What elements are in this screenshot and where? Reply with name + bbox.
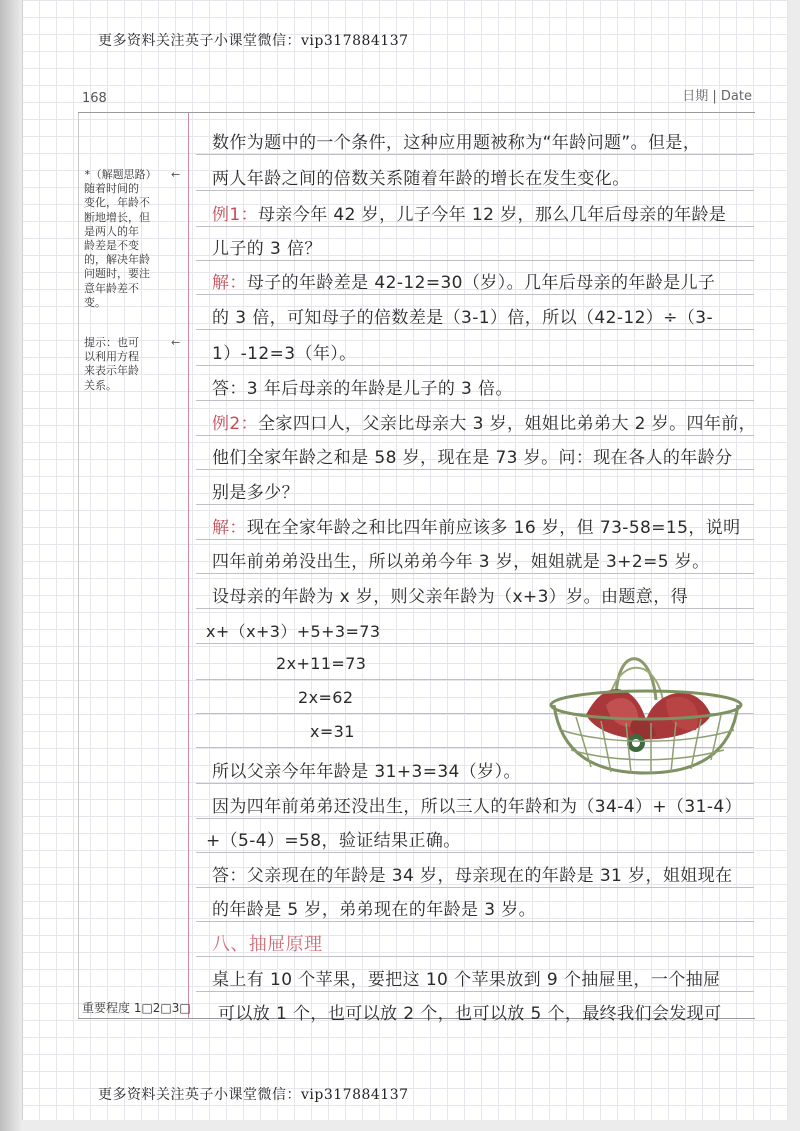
text-line: 的年龄是 5 岁，弟弟现在的年龄是 3 岁。: [212, 900, 537, 920]
side-note-solution-idea: [84, 168, 184, 310]
basket-illustration: [546, 645, 746, 780]
note-line: 龄差是不变: [84, 239, 139, 253]
text-line: 儿子的 3 倍？: [212, 239, 322, 259]
note-line: 变。: [84, 295, 106, 309]
ruled-line: [196, 991, 754, 992]
note-line: 问题时，要注: [84, 267, 150, 281]
note-line: 变化，年龄不: [84, 196, 150, 210]
ruled-line: [196, 852, 754, 853]
example-2-line: 例2：全家四口人，父亲比母亲大 3 岁，姐姐比弟弟大 2 岁。四年前，: [212, 414, 757, 434]
answer-line: 答：父亲现在的年龄是 34 岁，母亲现在的年龄是 31 岁，姐姐现在: [212, 866, 733, 886]
watermark-bottom: 更多资料关注英子小课堂微信：vip317884137: [98, 1087, 409, 1103]
date-label: 日期 | Date: [682, 89, 752, 104]
ruled-line: [196, 435, 754, 436]
binding-shadow: [0, 0, 22, 1131]
note-line: 关系。: [84, 378, 117, 392]
text-line: 别是多少？: [212, 483, 299, 503]
note-line: 意年龄差不: [84, 281, 139, 295]
equation-line: 2x+11=73: [276, 654, 367, 673]
ruled-line: [196, 154, 754, 155]
header-rule: [78, 112, 755, 113]
example-label: 例2：: [212, 414, 259, 434]
text-line: 四年前弟弟没出生，所以弟弟今年 3 岁，姐姐就是 3+2=5 岁。: [212, 552, 710, 572]
text-line: 设母亲的年龄为 x 岁，则父亲年龄为（x+3）岁。由题意，得: [212, 587, 688, 607]
arrow-left-icon: ←: [171, 168, 181, 181]
ruled-line: [196, 329, 754, 330]
note-line: 来表示年龄: [84, 364, 139, 378]
text-line: 可以放 1 个，也可以放 2 个，也可以放 5 个，最终我们会发现可: [218, 1004, 722, 1024]
ruled-line: [196, 504, 754, 505]
ruled-line: [196, 400, 754, 401]
note-line: 提示：也可: [84, 336, 139, 349]
text-line: 他们全家年龄之和是 58 岁，现在是 73 岁。问：现在各人的年龄分: [212, 448, 733, 468]
ruled-line: [196, 294, 754, 295]
ruled-line: [196, 643, 754, 644]
section-heading: 八、抽屉原理: [212, 934, 323, 955]
ruled-line: [196, 783, 754, 784]
equation-line: 2x=62: [298, 688, 354, 707]
left-border: [78, 113, 79, 1018]
margin-line: [188, 113, 189, 1018]
ruled-line: [196, 365, 754, 366]
text-line: +（5-4）=58，验证结果正确。: [206, 831, 461, 851]
ruled-line: [196, 469, 754, 470]
text-line: 所以父亲今年年龄是 31+3=34（岁）。: [212, 762, 521, 782]
note-line: 随着时间的: [84, 182, 139, 196]
solution-line: 解：现在全家年龄之和比四年前应该多 16 岁，但 73-58=15，说明: [212, 518, 741, 538]
example-1-line: 例1：母亲今年 42 岁，儿子今年 12 岁，那么几年后母亲的年龄是: [212, 205, 727, 225]
ruled-line: [196, 608, 754, 609]
text-line: 因为四年前弟弟还没出生，所以三人的年龄和为（34-4）+（31-4）: [212, 797, 743, 817]
equation-line: x+（x+3）+5+3=73: [206, 622, 381, 641]
note-line: 以利用方程: [84, 350, 139, 364]
text-line: 1）-12=3（年）。: [212, 344, 357, 364]
example-label: 例1：: [212, 205, 259, 225]
solution-label: 解：: [212, 518, 247, 538]
note-line: *（解题思路）: [84, 168, 157, 181]
text-line: 桌上有 10 个苹果，要把这 10 个苹果放到 9 个抽屉里，一个抽屉: [212, 970, 721, 990]
solution-line: 解：母子的年龄差是 42-12=30（岁）。几年后母亲的年龄是儿子: [212, 273, 716, 293]
watermark-top: 更多资料关注英子小课堂微信：vip317884137: [98, 33, 409, 49]
ruled-line: [196, 539, 754, 540]
ruled-line: [196, 956, 754, 957]
solution-label: 解：: [212, 273, 247, 293]
ruled-line: [196, 190, 754, 191]
answer-line: 答：3 年后母亲的年龄是儿子的 3 倍。: [212, 379, 513, 399]
note-line: 是两人的年: [84, 224, 139, 238]
importance-rating: 重要程度 1□2□3□: [82, 1001, 191, 1015]
ruled-line: [196, 921, 754, 922]
page-number: 168: [82, 91, 107, 106]
ruled-line: [196, 260, 754, 261]
text-line: 的 3 倍，可知母子的倍数差是（3-1）倍，所以（42-12）÷（3-: [212, 308, 713, 328]
note-line: 的，解决年龄: [84, 253, 150, 267]
ruled-line: [196, 226, 754, 227]
equation-line: x=31: [310, 722, 355, 741]
ruled-line: [196, 887, 754, 888]
ruled-line: [196, 573, 754, 574]
arrow-left-icon: ←: [171, 336, 181, 349]
ruled-line: [196, 818, 754, 819]
side-note-hint: [84, 336, 184, 393]
text-line: 数作为题中的一个条件，这种应用题被称为“年龄问题”。但是，: [212, 133, 701, 153]
note-line: 断地增长，但: [84, 210, 150, 224]
text-line: 两人年龄之间的倍数关系随着年龄的增长在发生变化。: [212, 169, 630, 189]
